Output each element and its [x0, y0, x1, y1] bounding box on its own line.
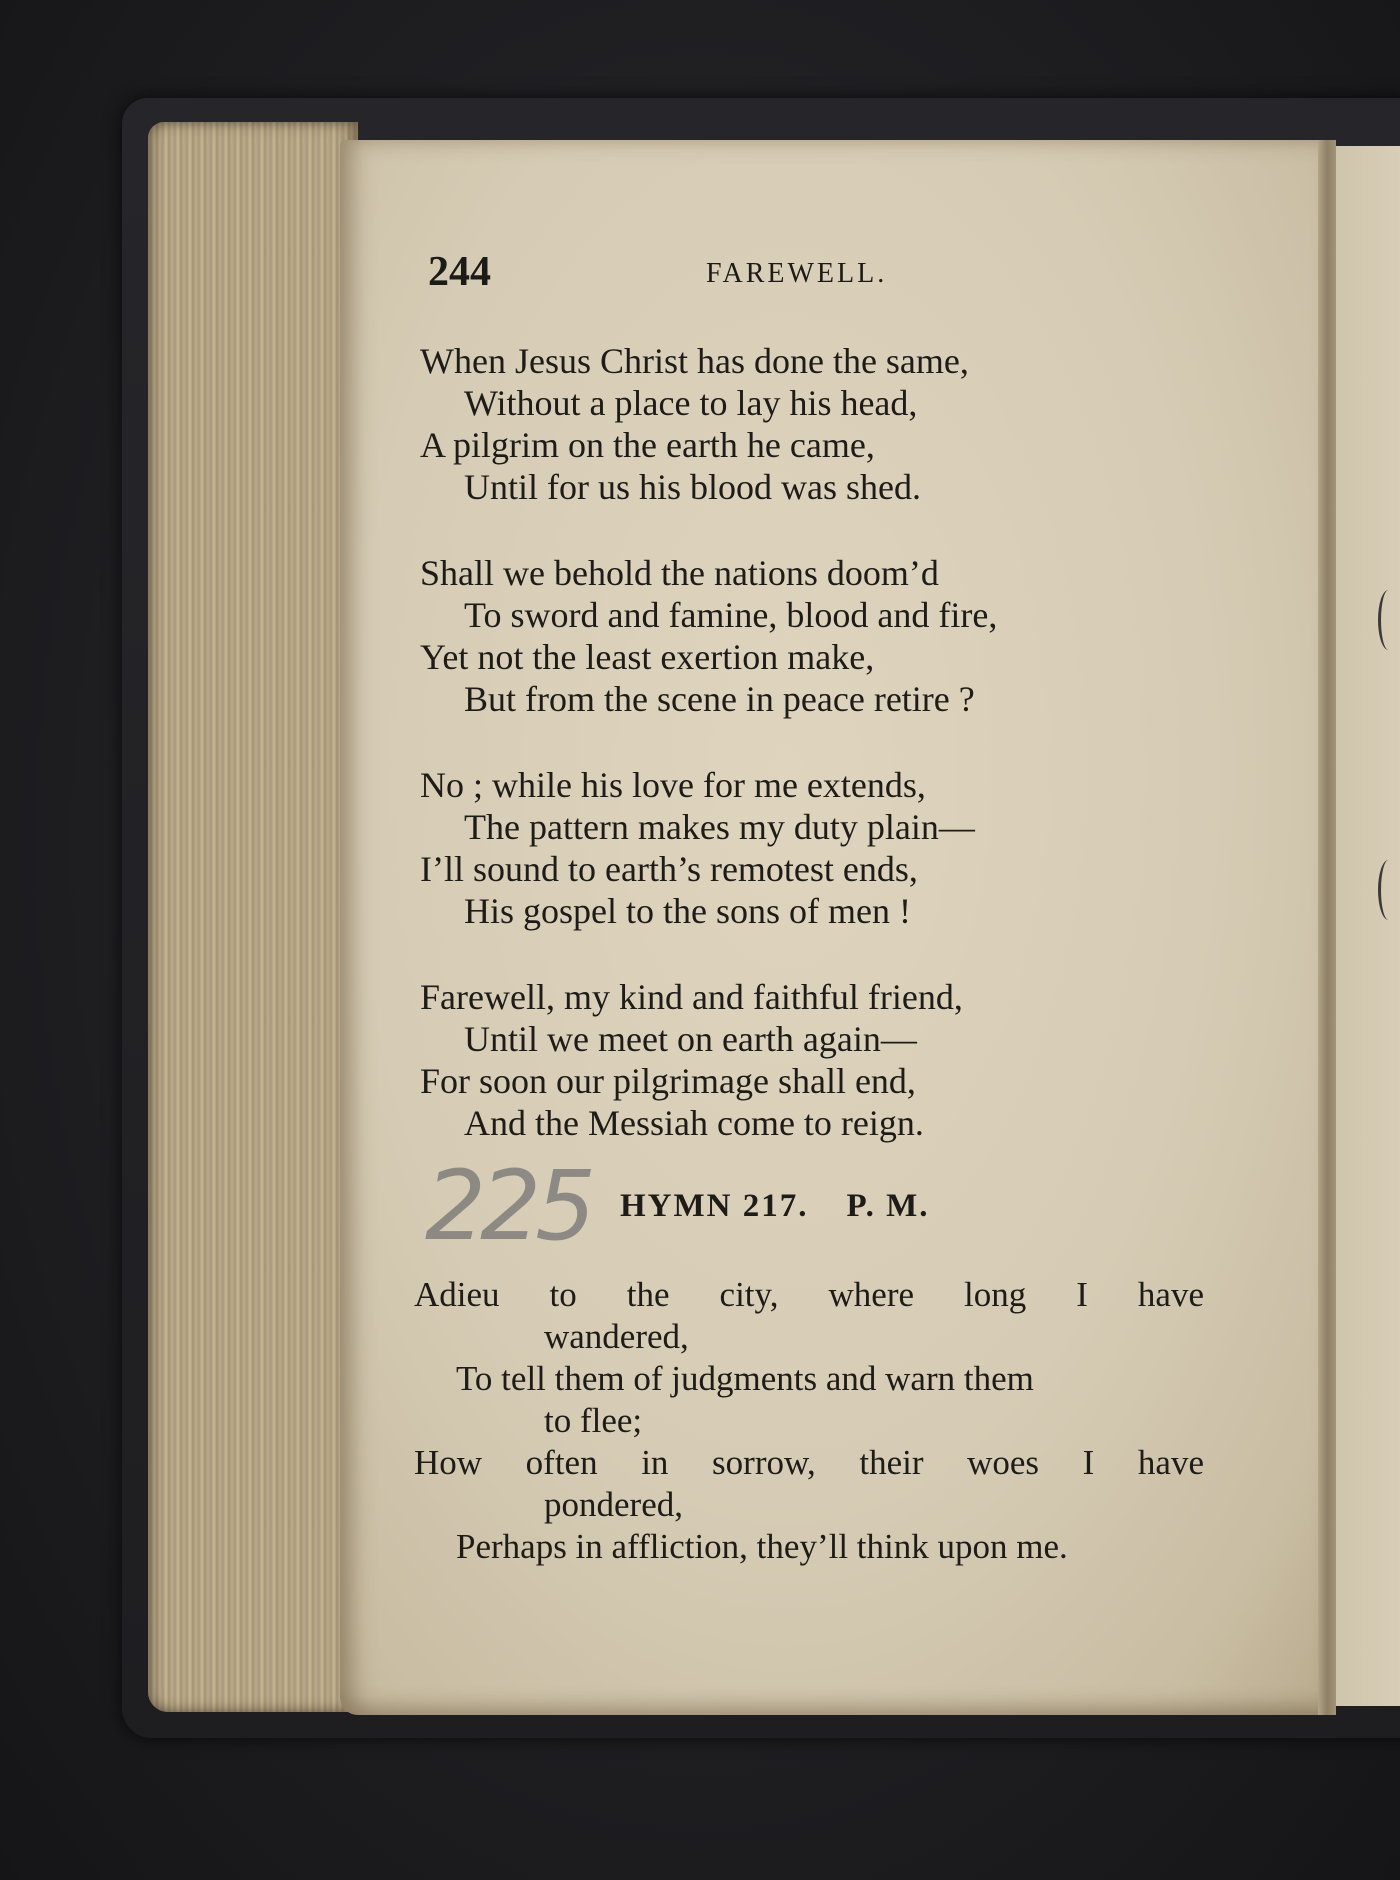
- stanza: [420, 764, 1140, 932]
- hymn-heading: [620, 1188, 968, 1225]
- verse-line: to flee;: [544, 1401, 643, 1440]
- facing-page-ink-mark: [1378, 590, 1399, 650]
- stanza: [420, 552, 1140, 720]
- running-head: FAREWELL.: [706, 258, 888, 289]
- verse-line: Shall we behold the nations doom’d: [420, 553, 939, 593]
- verse-line: Farewell, my kind and faithful friend,: [420, 977, 963, 1017]
- page-header: [428, 248, 1048, 298]
- verse-line: His gospel to the sons of men !: [464, 891, 911, 931]
- page-edges: [148, 122, 358, 1712]
- verse-line: pondered,: [544, 1485, 683, 1524]
- verse-line: Until we meet on earth again—: [464, 1019, 917, 1059]
- verse-line: To sword and famine, blood and fire,: [464, 595, 998, 635]
- verse-line: The pattern makes my duty plain—: [464, 807, 975, 847]
- hymn-meter: P. M.: [846, 1188, 930, 1224]
- verse-line: Until for us his blood was shed.: [464, 467, 921, 507]
- hymn-verse: [414, 1274, 1204, 1568]
- verse-line: Without a place to lay his head,: [464, 383, 918, 423]
- verse-line: I’ll sound to earth’s remotest ends,: [420, 849, 918, 889]
- facing-page: [1336, 146, 1400, 1706]
- stanza: [420, 340, 1140, 508]
- verse-line: How often in sorrow, their woes I have: [414, 1443, 1204, 1482]
- verse-line: wandered,: [544, 1317, 689, 1356]
- verse-line: For soon our pilgrimage shall end,: [420, 1061, 916, 1101]
- verse-line: And the Messiah come to reign.: [464, 1103, 924, 1143]
- page-number: 244: [428, 249, 491, 295]
- stanza: [420, 976, 1140, 1144]
- facing-page-ink-mark: [1378, 860, 1399, 920]
- hymn-title: HYMN 217.: [620, 1188, 809, 1224]
- verse-line: No ; while his love for me extends,: [420, 765, 926, 805]
- verse-line: To tell them of judgments and warn them: [456, 1359, 1034, 1398]
- pencil-annotation: 225: [425, 1150, 591, 1262]
- verse-line: A pilgrim on the earth he came,: [420, 425, 875, 465]
- verse-line: Yet not the least exertion make,: [420, 637, 875, 677]
- verse-line: But from the scene in peace retire ?: [464, 679, 975, 719]
- verse-line: When Jesus Christ has done the same,: [420, 341, 969, 381]
- verse-line: Adieu to the city, where long I have: [414, 1275, 1204, 1314]
- book-gutter: [1318, 140, 1336, 1715]
- verse-line: Perhaps in affliction, they’ll think upon me.: [456, 1527, 1068, 1566]
